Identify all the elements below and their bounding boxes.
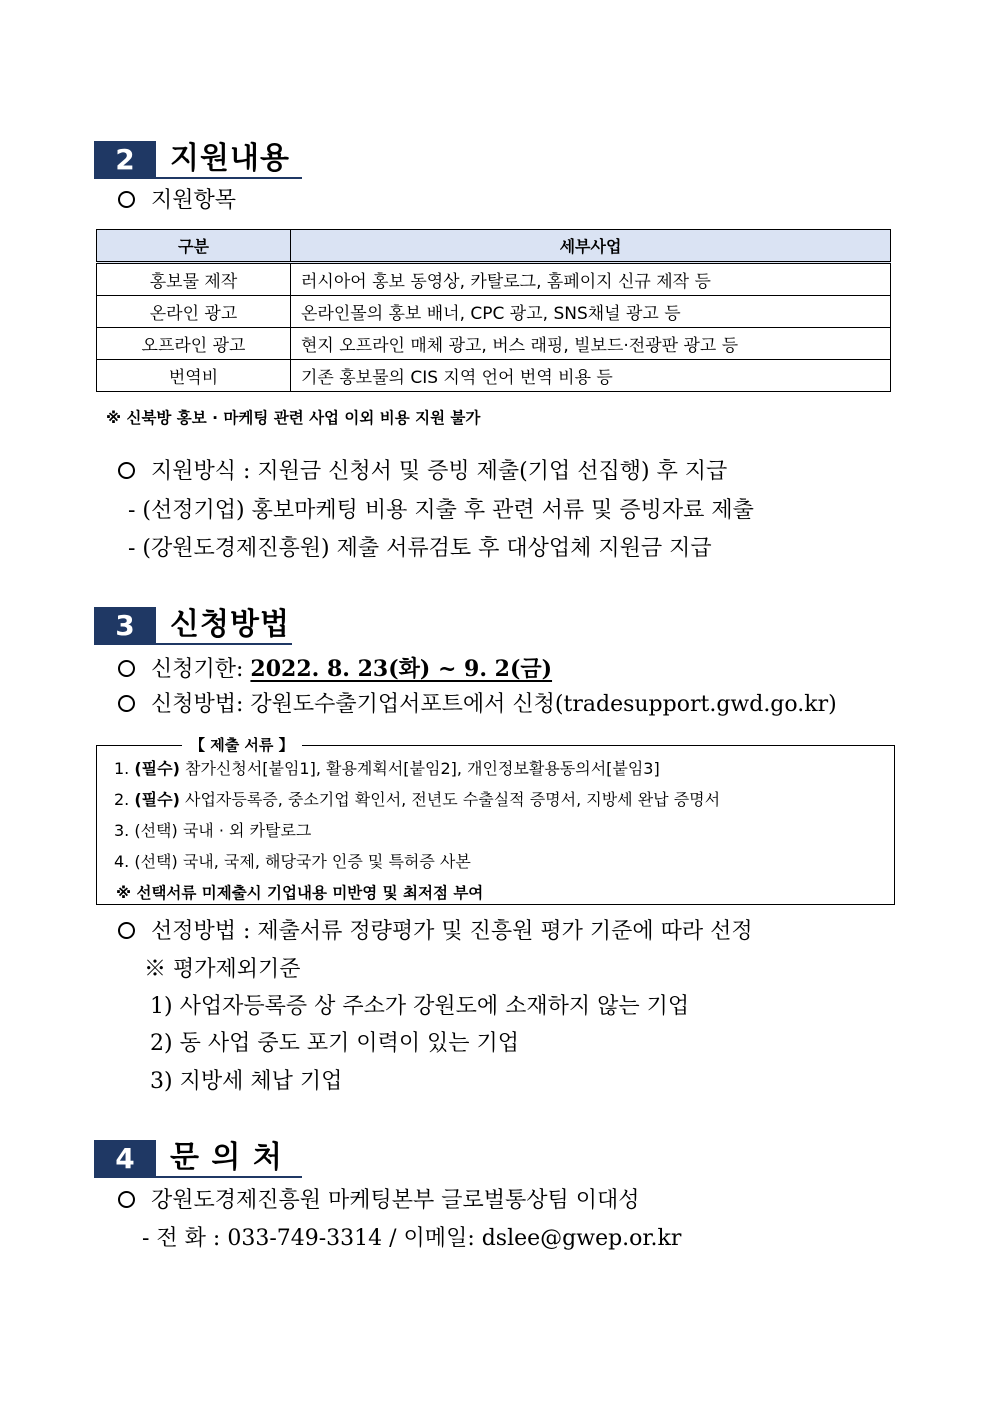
document-text: 참가신청서[붙임1], 활용계획서[붙임2], 개인정보활용동의서[붙임3] xyxy=(179,759,660,778)
document-tag: (필수) xyxy=(134,759,180,778)
bullet-text: 신청방법: 강원도수출기업서포트에서 신청(tradesupport.gwd.go.kr) xyxy=(151,692,837,717)
documents-note: ※ 선택서류 미제출시 기업내용 미반영 및 최저점 부여 xyxy=(116,884,484,902)
support-items-table xyxy=(96,229,891,392)
document-text: 국내 · 외 카탈로그 xyxy=(177,821,312,840)
table-header-detail: 세부사업 xyxy=(291,230,891,263)
table-cell-detail: 온라인몰의 홍보 배너, CPC 광고, SNS채널 광고 등 xyxy=(291,296,891,328)
bullet-application-period xyxy=(118,654,552,685)
sub-item-agency: - (강원도경제진흥원) 제출 서류검토 후 대상업체 지원금 지급 xyxy=(128,536,712,561)
document-text: 국내, 국제, 해당국가 인증 및 특허증 사본 xyxy=(177,852,471,871)
document-number: 1. xyxy=(114,759,135,778)
document-text: 사업자등록증, 중소기업 확인서, 전년도 수출실적 증명서, 지방세 완납 증명서 xyxy=(179,790,721,809)
table-row xyxy=(97,263,891,296)
section-number: 2 xyxy=(94,141,156,179)
document-number: 4. xyxy=(114,852,135,871)
section-underline xyxy=(94,177,302,179)
document-tag: (선택) xyxy=(134,821,178,840)
section-number: 4 xyxy=(94,1140,156,1178)
section-number: 3 xyxy=(94,607,156,645)
bullet-text: 지원항목 xyxy=(151,188,237,213)
table-row xyxy=(97,328,891,360)
bullet-text: 지원방식 : 지원금 신청서 및 증빙 제출(기업 선집행) 후 지급 xyxy=(151,459,728,484)
table-cell-category: 온라인 광고 xyxy=(97,296,291,328)
exclusion-item: 3) 지방세 체납 기업 xyxy=(150,1069,343,1094)
documents-box-title: 【 제출 서류 】 xyxy=(182,733,302,757)
table-cell-category: 번역비 xyxy=(97,360,291,392)
bullet-text: 선정방법 : 제출서류 정량평가 및 진흥원 평가 기준에 따라 선정 xyxy=(151,919,753,944)
section-title: 지원내용 xyxy=(170,141,290,176)
bullet-support-method xyxy=(118,457,727,487)
section-underline xyxy=(94,643,292,645)
exclusion-item: 1) 사업자등록증 상 주소가 강원도에 소재하지 않는 기업 xyxy=(150,994,690,1019)
table-header-row xyxy=(97,230,891,263)
period-label: 신청기한: xyxy=(151,657,251,682)
table-cell-detail: 현지 오프라인 매체 광고, 버스 래핑, 빌보드·전광판 광고 등 xyxy=(291,328,891,360)
document-item xyxy=(114,789,720,811)
section-title: 문 의 처 xyxy=(170,1140,283,1175)
bullet-support-items xyxy=(118,186,236,216)
bullet-text: 강원도경제진흥원 마케팅본부 글로벌통상팀 이대성 xyxy=(151,1188,640,1213)
document-item xyxy=(114,758,660,780)
table-row xyxy=(97,360,891,392)
circle-bullet-icon xyxy=(118,462,135,479)
document-item xyxy=(114,820,311,842)
document-tag: (선택) xyxy=(134,852,178,871)
document-item xyxy=(114,851,471,873)
circle-bullet-icon xyxy=(118,660,135,677)
table-header-category: 구분 xyxy=(97,230,291,263)
exclusion-item: 2) 동 사업 중도 포기 이력이 있는 기업 xyxy=(150,1031,520,1056)
table-row xyxy=(97,296,891,328)
exclusion-title: ※ 평가제외기준 xyxy=(144,957,301,982)
circle-bullet-icon xyxy=(118,1191,135,1208)
document-number: 3. xyxy=(114,821,135,840)
circle-bullet-icon xyxy=(118,695,135,712)
sub-item-selected-company: - (선정기업) 홍보마케팅 비용 지출 후 관련 서류 및 증빙자료 제출 xyxy=(128,498,754,523)
table-cell-detail: 기존 홍보물의 CIS 지역 언어 번역 비용 등 xyxy=(291,360,891,392)
period-value: 2022. 8. 23(화) ~ 9. 2(금) xyxy=(250,656,553,682)
section-title: 신청방법 xyxy=(170,607,290,642)
table-cell-detail: 러시아어 홍보 동영상, 카탈로그, 홈페이지 신규 제작 등 xyxy=(291,263,891,296)
circle-bullet-icon xyxy=(118,922,135,939)
contact-phone-email: - 전 화 : 033-749-3314 / 이메일: dslee@gwep.or.kr xyxy=(142,1226,682,1251)
circle-bullet-icon xyxy=(118,191,135,208)
bullet-selection-method xyxy=(118,917,753,947)
document-number: 2. xyxy=(114,790,135,809)
bullet-contact xyxy=(118,1186,640,1216)
table-note: ※ 신북방 홍보 · 마케팅 관련 사업 이외 비용 지원 불가 xyxy=(106,409,481,427)
document-tag: (필수) xyxy=(134,790,180,809)
table-cell-category: 오프라인 광고 xyxy=(97,328,291,360)
section-underline xyxy=(94,1176,302,1178)
bullet-application-method xyxy=(118,690,837,720)
table-cell-category: 홍보물 제작 xyxy=(97,263,291,296)
